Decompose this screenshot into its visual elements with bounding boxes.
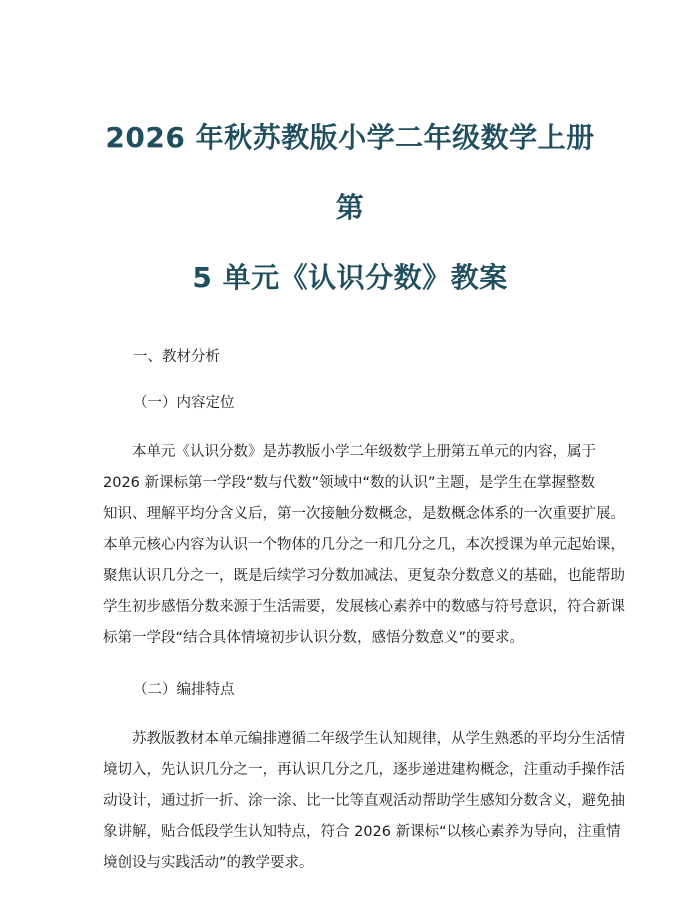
paragraph-line: 苏教版教材本单元编排遵循二年级学生认知规律，从学生熟悉的平均分生活情 <box>132 731 625 747</box>
section-heading: 一、教材分析 <box>133 349 220 365</box>
paragraph-line: 标第一学段“结合具体情境初步认识分数，感悟分数意义”的要求。 <box>103 630 525 646</box>
paragraph-arrangement <box>103 724 625 879</box>
paragraph-line: 象讲解，贴合低段学生认知特点，符合 2026 新课标“以核心素养为导向，注重情 <box>103 824 621 840</box>
subsection-heading-content-positioning: （一）内容定位 <box>133 395 235 411</box>
document-title <box>103 0 597 313</box>
paragraph-line: 知识、理解平均分含义后，第一次接触分数概念，是数概念体系的一次重要扩展。 <box>103 506 625 522</box>
paragraph-line: 2026 新课标第一学段“数与代数”领域中“数的认识”主题，是学生在掌握整数 <box>103 475 596 491</box>
paragraph-line: 境创设与实践活动”的教学要求。 <box>103 855 314 871</box>
paragraph-line: 本单元《认识分数》是苏教版小学二年级数学上册第五单元的内容，属于 <box>132 444 596 460</box>
paragraph-line: 学生初步感悟分数来源于生活需要，发展核心素养中的数感与符号意识，符合新课 <box>103 599 625 615</box>
paragraph-line: 境切入，先认识几分之一，再认识几分之几，逐步递进建构概念，注重动手操作活 <box>103 762 625 778</box>
paragraph-line: 聚焦认识几分之一，既是后续学习分数加减法、更复杂分数意义的基础，也能帮助 <box>103 568 625 584</box>
paragraph-line: 本单元核心内容为认识一个物体的几分之一和几分之几，本次授课为单元起始课， <box>103 537 625 553</box>
subsection-heading-arrangement: （二）编排特点 <box>133 682 235 698</box>
title-line-2: 5 单元《认识分数》教案 <box>192 261 508 294</box>
paragraph-content-positioning <box>103 437 625 654</box>
title-line-1: 2026 年秋苏教版小学二年级数学上册第 <box>105 121 595 224</box>
paragraph-line: 动设计，通过折一折、涂一涂、比一比等直观活动帮助学生感知分数含义，避免抽 <box>103 793 625 809</box>
